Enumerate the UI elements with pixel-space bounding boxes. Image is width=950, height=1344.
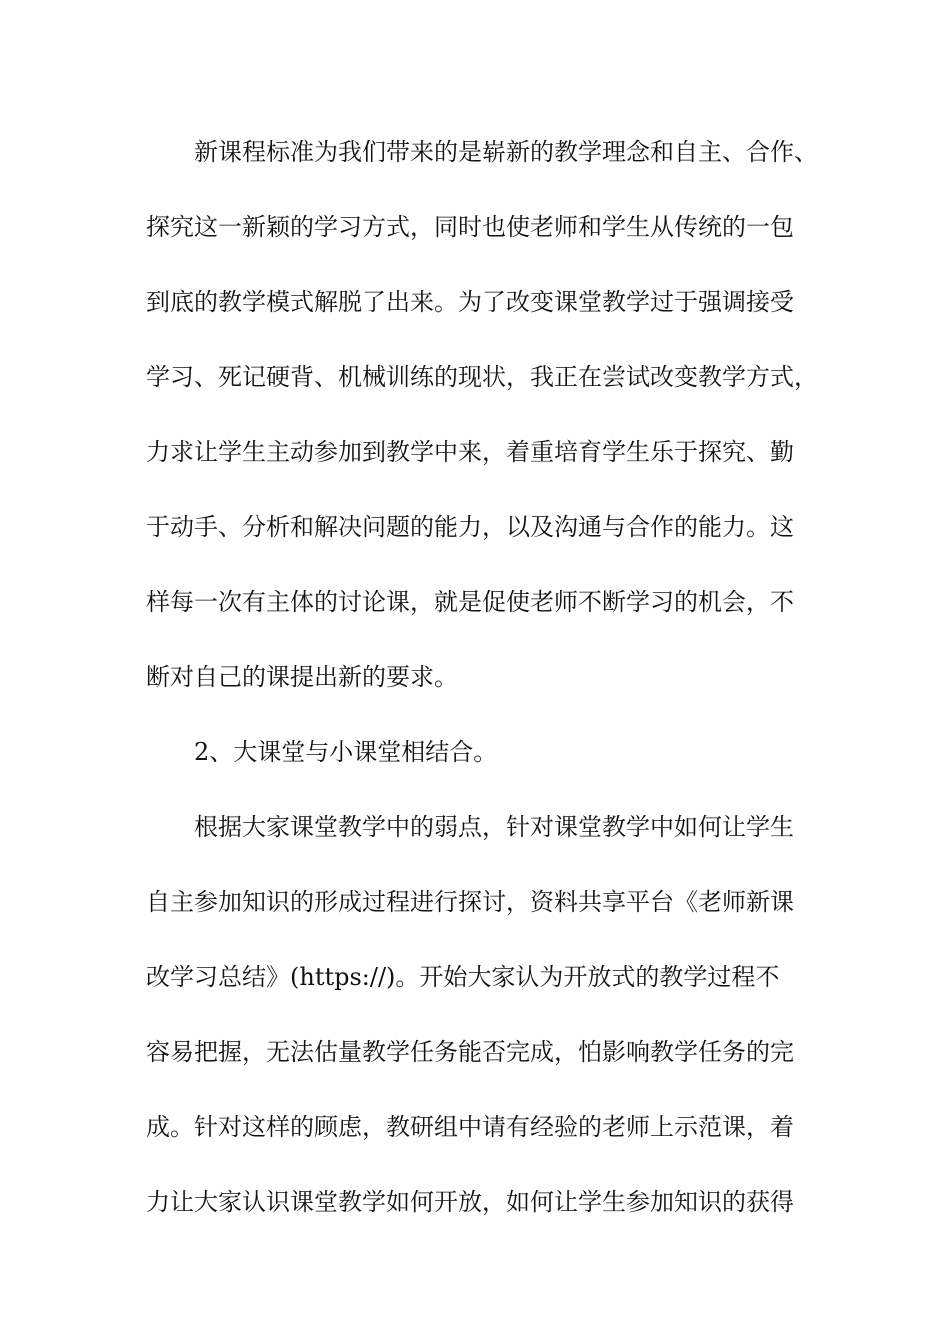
paragraph-2-line-5: 成。针对这样的顾虑，教研组中请有经验的老师上示范课，着	[146, 1113, 794, 1141]
paragraph-1-line-6: 于动手、分析和解决问题的能力，以及沟通与合作的能力。这	[146, 513, 794, 541]
paragraph-2-line-3: 改学习总结》(https://)。开始大家认为开放式的教学过程不	[146, 963, 780, 991]
paragraph-1-line-8: 断对自己的课提出新的要求。	[146, 663, 458, 691]
paragraph-2-line-1: 根据大家课堂教学中的弱点，针对课堂教学中如何让学生	[194, 813, 794, 841]
section-heading: 2、大课堂与小课堂相结合。	[194, 738, 498, 766]
paragraph-1-line-5: 力求让学生主动参加到教学中来，着重培育学生乐于探究、勤	[146, 438, 794, 466]
body-text	[146, 130, 826, 1255]
paragraph-2-line-2: 自主参加知识的形成过程进行探讨，资料共享平台《老师新课	[146, 888, 794, 916]
paragraph-2-line-4: 容易把握，无法估量教学任务能否完成，怕影响教学任务的完	[146, 1038, 794, 1066]
paragraph-1-line-2: 探究这一新颖的学习方式，同时也使老师和学生从传统的一包	[146, 213, 794, 241]
paragraph-1-line-7: 样每一次有主体的讨论课，就是促使老师不断学习的机会，不	[146, 588, 794, 616]
paragraph-1-line-4: 学习、死记硬背、机械训练的现状，我正在尝试改变教学方式，	[146, 363, 818, 391]
paragraph-2-line-6: 力让大家认识课堂教学如何开放，如何让学生参加知识的获得	[146, 1188, 794, 1216]
paragraph-1-line-1: 新课程标准为我们带来的是崭新的教学理念和自主、合作、	[194, 138, 818, 166]
paragraph-1-line-3: 到底的教学模式解脱了出来。为了改变课堂教学过于强调接受	[146, 288, 794, 316]
